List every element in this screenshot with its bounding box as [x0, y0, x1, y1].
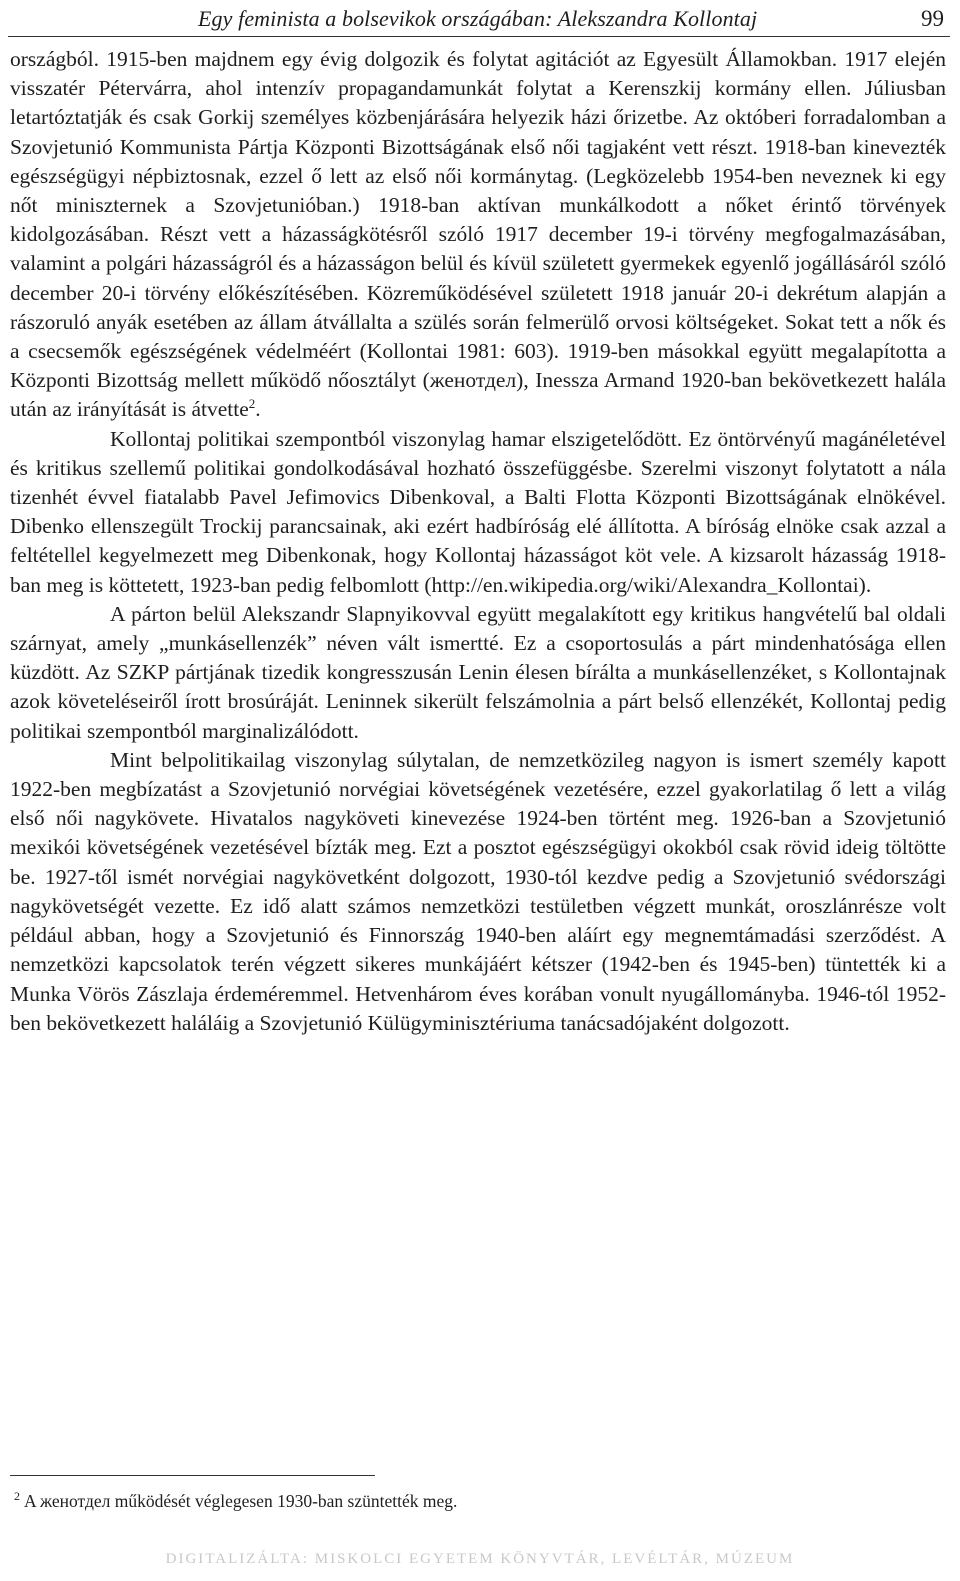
page-number: 99 — [921, 6, 944, 31]
paragraph-3 — [10, 600, 946, 746]
footnote-text: A женотдел működését véglegesen 1930-ban szüntették meg. — [24, 1491, 458, 1511]
paragraph-1-end: . — [255, 397, 261, 422]
paragraph-3-text: A párton belül Alekszandr Slapnyikovval együtt megalakított egy kritikus hangvételű bal oldali szárnyat, amely „munkásellenzék” néven vált ismertté. Ez a csoportosulás a párt mindenhatósága ellen küzdött. Az SZKP pártjának tizedik kongresszusán Lenin élesen bírálta a munkásellenzéket, s Kollontajnak azok követeléseiről írott brosúráját. Leninnek sikerült felszámolnia a párt belső ellenzékét, Kollontaj pedig politikai szempontból marginalizálódott. — [10, 601, 946, 743]
running-title: Egy feminista a bolsevikok országában: Alekszandra Kollontaj — [198, 6, 758, 31]
footnote-reference: 2 — [248, 396, 256, 412]
paragraph-2 — [10, 425, 946, 600]
paragraph-4-text: Mint belpolitikailag viszonylag súlytalan, de nemzetközileg nagyon is ismert személy kapott 1922-ben megbízatást a Szovjetunió norvégiai követségének vezetésére, ezzel gyakorlatilag ő lett a világ első női nagykövete. Hivatalos nagyköveti kinevezése 1924-ben történt meg. 1926-ban a Szovjetunió mexikói követségének vezetésével bízták meg. Ezt a posztot egészségügyi okokból csak rövid ideig töltötte be. 1927-től ismét norvégiai nagykövetként dolgozott, 1930-tól kezdve pedig a Szovjetunió svédországi nagykövetségét vezette. Ez idő alatt számos nemzetközi testületben végzett munkát, oroszlánrésze volt például abban, hogy a Szovjetunió és Finnország 1940-ben aláírt egy megnemtámadási szerződést. A nemzetközi kapcsolatok terén végzett sikeres munkájáért kétszer (1942-ben és 1945-ben) tüntették ki a Munka Vörös Zászlaja érdeméremmel. Hetvenhárom éves korában vonult nyugállományba. 1946-tól 1952-ben bekövetkezett haláláig a Szovjetunió Külügyminisztériuma tanácsadójaként dolgozott. — [10, 747, 946, 1035]
running-header — [8, 2, 950, 37]
footnote-divider — [10, 1475, 375, 1476]
digitization-watermark: DIGITALIZÁLTA: MISKOLCI EGYETEM KÖNYVTÁR, LEVÉLTÁR, MÚZEUM — [165, 1551, 795, 1567]
paragraph-1 — [10, 45, 946, 425]
footnote — [14, 1490, 914, 1512]
footnote-number: 2 — [14, 1489, 20, 1503]
paragraph-2-text: Kollontaj politikai szempontból viszonylag hamar elszigetelődött. Ez öntörvényű magánéletével és kritikus szellemű politikai gondolkodásával hozható összefüggésbe. Szerelmi viszonyt folytatott a nála tizenhét évvel fiatalabb Pavel Jefimovics Dibenkoval, a Balti Flotta Központi Bizottságának elnökével. Dibenko ellenszegült Trockij parancsainak, aki ezért hadbíróság elé állította. A bíróság elnöke csak azzal a feltétellel kegyelmezett meg Dibenkonak, hogy Kollontaj házasságot köt vele. A kizsarolt házasság 1918-ban meg is köttetett, 1923-ban pedig felbomlott (http://en.wikipedia.org/wiki/Alexandra_Kollontai). — [10, 426, 946, 597]
paragraph-4 — [10, 746, 946, 1038]
paragraph-1-text: országból. 1915-ben majdnem egy évig dolgozik és folytat agitációt az Egyesült Államokban. 1917 elején visszatér Pétervárra, ahol intenzív propagandamunkát folytat a Kerenszkij kormány ellen. Júliusban letartóztatják és csak Gorkij személyes közbenjárására helyezik házi őrizetbe. Az októberi forradalomban a Szovjetunió Kommunista Pártja Központi Bizottságának első női tagjaként vett részt. 1918-ban kinevezték egészségügyi népbiztosnak, ezzel ő lett az első női kormánytag. (Legközelebb 1954-ben neveznek ki egy nőt miniszternek a Szovjetunióban.) 1918-ban aktívan munkálkodott a nőket érintő törvények kidolgozásában. Részt vett a házasságkötésről szóló 1917 december 19-i törvény megfogalmazásában, valamint a polgári házasságról és a házasságon belül és kívül született gyermekek egyenlő jogállásáról szóló december 20-i törvény előkészítésében. Közreműködésével született 1918 január 20-i dekrétum alapján a rászoruló anyák esetében az állam átvállalta a szülés során felmerülő orvosi költségeket. Sokat tett a nők és a csecsemők egészségének védelméért (Kollontai 1981: 603). 1919-ben másokkal együtt megalapította a Központi Bizottság mellett működő nőosztályt (женотдел), Inessza Armand 1920-ban bekövetkezett halála után az irányítását is átvette — [10, 47, 946, 422]
body-text — [10, 45, 946, 1038]
